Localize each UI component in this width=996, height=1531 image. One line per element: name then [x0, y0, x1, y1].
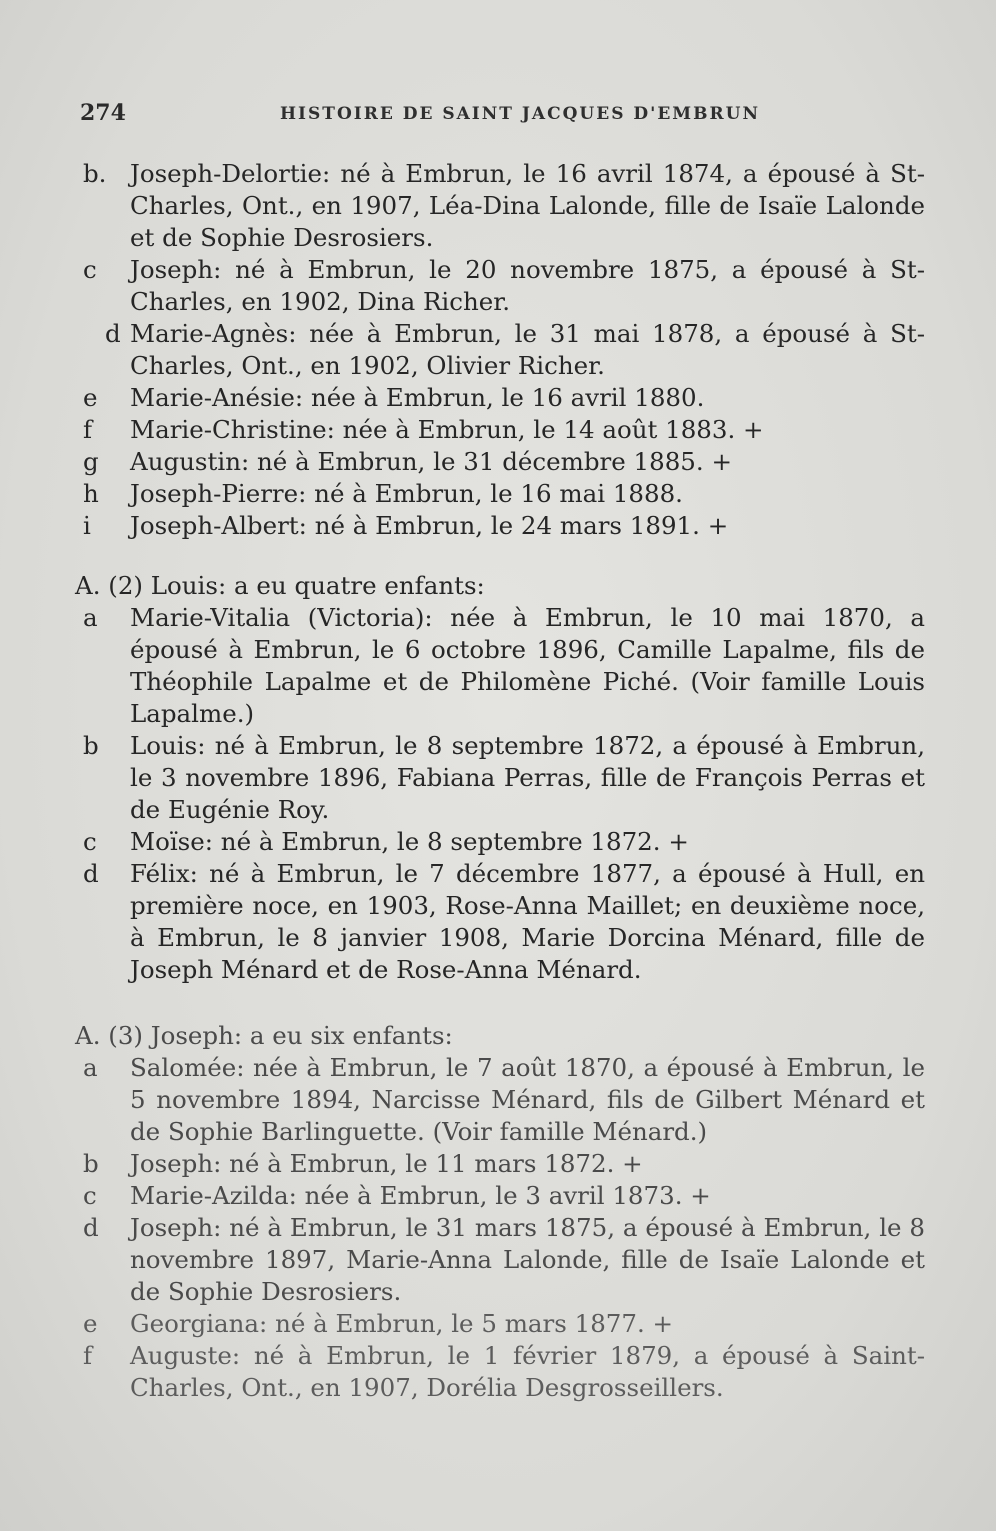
list-item	[75, 254, 925, 318]
list-item	[75, 510, 925, 542]
list-item	[75, 1148, 925, 1180]
item-text: Marie-Vitalia (Victoria): née à Embrun, le 10 mai 1870, a épousé à Embrun, le 6 octobre 1896, Camille Lapalme, fils de Théophile Lapalme et de Philomène Piché. (Voir famille Louis Lapalme.)	[130, 603, 925, 728]
item-letter: c	[83, 255, 97, 284]
item-letter: b.	[83, 159, 107, 188]
item-letter: h	[83, 479, 99, 508]
item-text: Louis: né à Embrun, le 8 septembre 1872, a épousé à Embrun, le 3 novembre 1896, Fabiana Perras, fille de François Perras et de Eugénie Roy.	[130, 731, 925, 824]
page-body	[75, 158, 925, 1404]
item-text: Auguste: né à Embrun, le 1 février 1879, a épousé à Saint-Charles, Ont., en 1907, Dorélia Desgrosseillers.	[130, 1341, 925, 1402]
item-text: Georgiana: né à Embrun, le 5 mars 1877. +	[130, 1309, 674, 1338]
item-letter: a	[83, 603, 98, 632]
running-head: HISTOIRE DE SAINT JACQUES D'EMBRUN	[280, 104, 760, 124]
list-item	[75, 826, 925, 858]
item-text: Joseph: né à Embrun, le 11 mars 1872. +	[130, 1149, 643, 1178]
list-item	[75, 446, 925, 478]
item-letter: g	[83, 447, 99, 476]
item-letter: i	[83, 511, 91, 540]
item-letter: d	[83, 859, 99, 888]
list-item	[75, 1180, 925, 1212]
item-text: Moïse: né à Embrun, le 8 septembre 1872. +	[130, 827, 689, 856]
item-text: Marie-Azilda: née à Embrun, le 3 avril 1873. +	[130, 1181, 711, 1210]
list-item	[75, 1308, 925, 1340]
item-letter: b	[83, 1149, 99, 1178]
item-text: Félix: né à Embrun, le 7 décembre 1877, a épousé à Hull, en première noce, en 1903, Rose-Anna Maillet; en deuxième noce, à Embrun, le 8 janvier 1908, Marie Dorcina Ménard, fille de Joseph Ménard et de Rose-Anna Ménard.	[130, 859, 925, 984]
list-item	[75, 1212, 925, 1308]
group-heading-louis: A. (2) Louis: a eu quatre enfants:	[75, 571, 485, 600]
list-item	[75, 730, 925, 826]
item-letter: c	[83, 827, 97, 856]
list-item	[75, 602, 925, 730]
list-item	[75, 158, 925, 254]
item-text: Marie-Agnès: née à Embrun, le 31 mai 1878, a épousé à St-Charles, Ont., en 1902, Olivier Richer.	[130, 319, 925, 380]
item-text: Marie-Anésie: née à Embrun, le 16 avril 1880.	[130, 383, 705, 412]
item-text: Marie-Christine: née à Embrun, le 14 août 1883. +	[130, 415, 764, 444]
item-letter: d	[105, 319, 121, 348]
item-letter: b	[83, 731, 99, 760]
list-item	[75, 1340, 925, 1404]
list-item	[75, 1052, 925, 1148]
item-text: Joseph-Pierre: né à Embrun, le 16 mai 1888.	[130, 479, 683, 508]
item-letter: e	[83, 383, 98, 412]
item-text: Augustin: né à Embrun, le 31 décembre 1885. +	[130, 447, 732, 476]
list-item	[75, 318, 925, 382]
item-text: Salomée: née à Embrun, le 7 août 1870, a épousé à Embrun, le 5 novembre 1894, Narcisse Ménard, fils de Gilbert Ménard et de Sophie Barlinguette. (Voir famille Ménard.)	[130, 1053, 925, 1146]
list-item	[75, 382, 925, 414]
item-letter: e	[83, 1309, 98, 1338]
group-heading-joseph: A. (3) Joseph: a eu six enfants:	[75, 1021, 453, 1050]
page-header	[80, 100, 926, 140]
list-item	[75, 414, 925, 446]
item-text: Joseph-Delortie: né à Embrun, le 16 avril 1874, a épousé à St-Charles, Ont., en 1907, Léa-Dina Lalonde, fille de Isaïe Lalonde et de Sophie Desrosiers.	[130, 159, 925, 252]
item-letter: a	[83, 1053, 98, 1082]
item-letter: d	[83, 1213, 99, 1242]
item-text: Joseph: né à Embrun, le 20 novembre 1875, a épousé à St-Charles, en 1902, Dina Richer.	[130, 255, 925, 316]
item-text: Joseph-Albert: né à Embrun, le 24 mars 1891. +	[130, 511, 729, 540]
item-letter: f	[83, 1341, 93, 1370]
list-item	[75, 858, 925, 986]
page-number: 274	[80, 100, 126, 126]
item-letter: f	[83, 415, 93, 444]
item-letter: c	[83, 1181, 97, 1210]
item-text: Joseph: né à Embrun, le 31 mars 1875, a épousé à Embrun, le 8 novembre 1897, Marie-Anna Lalonde, fille de Isaïe Lalonde et de Sophie Desrosiers.	[130, 1213, 925, 1306]
list-item	[75, 478, 925, 510]
